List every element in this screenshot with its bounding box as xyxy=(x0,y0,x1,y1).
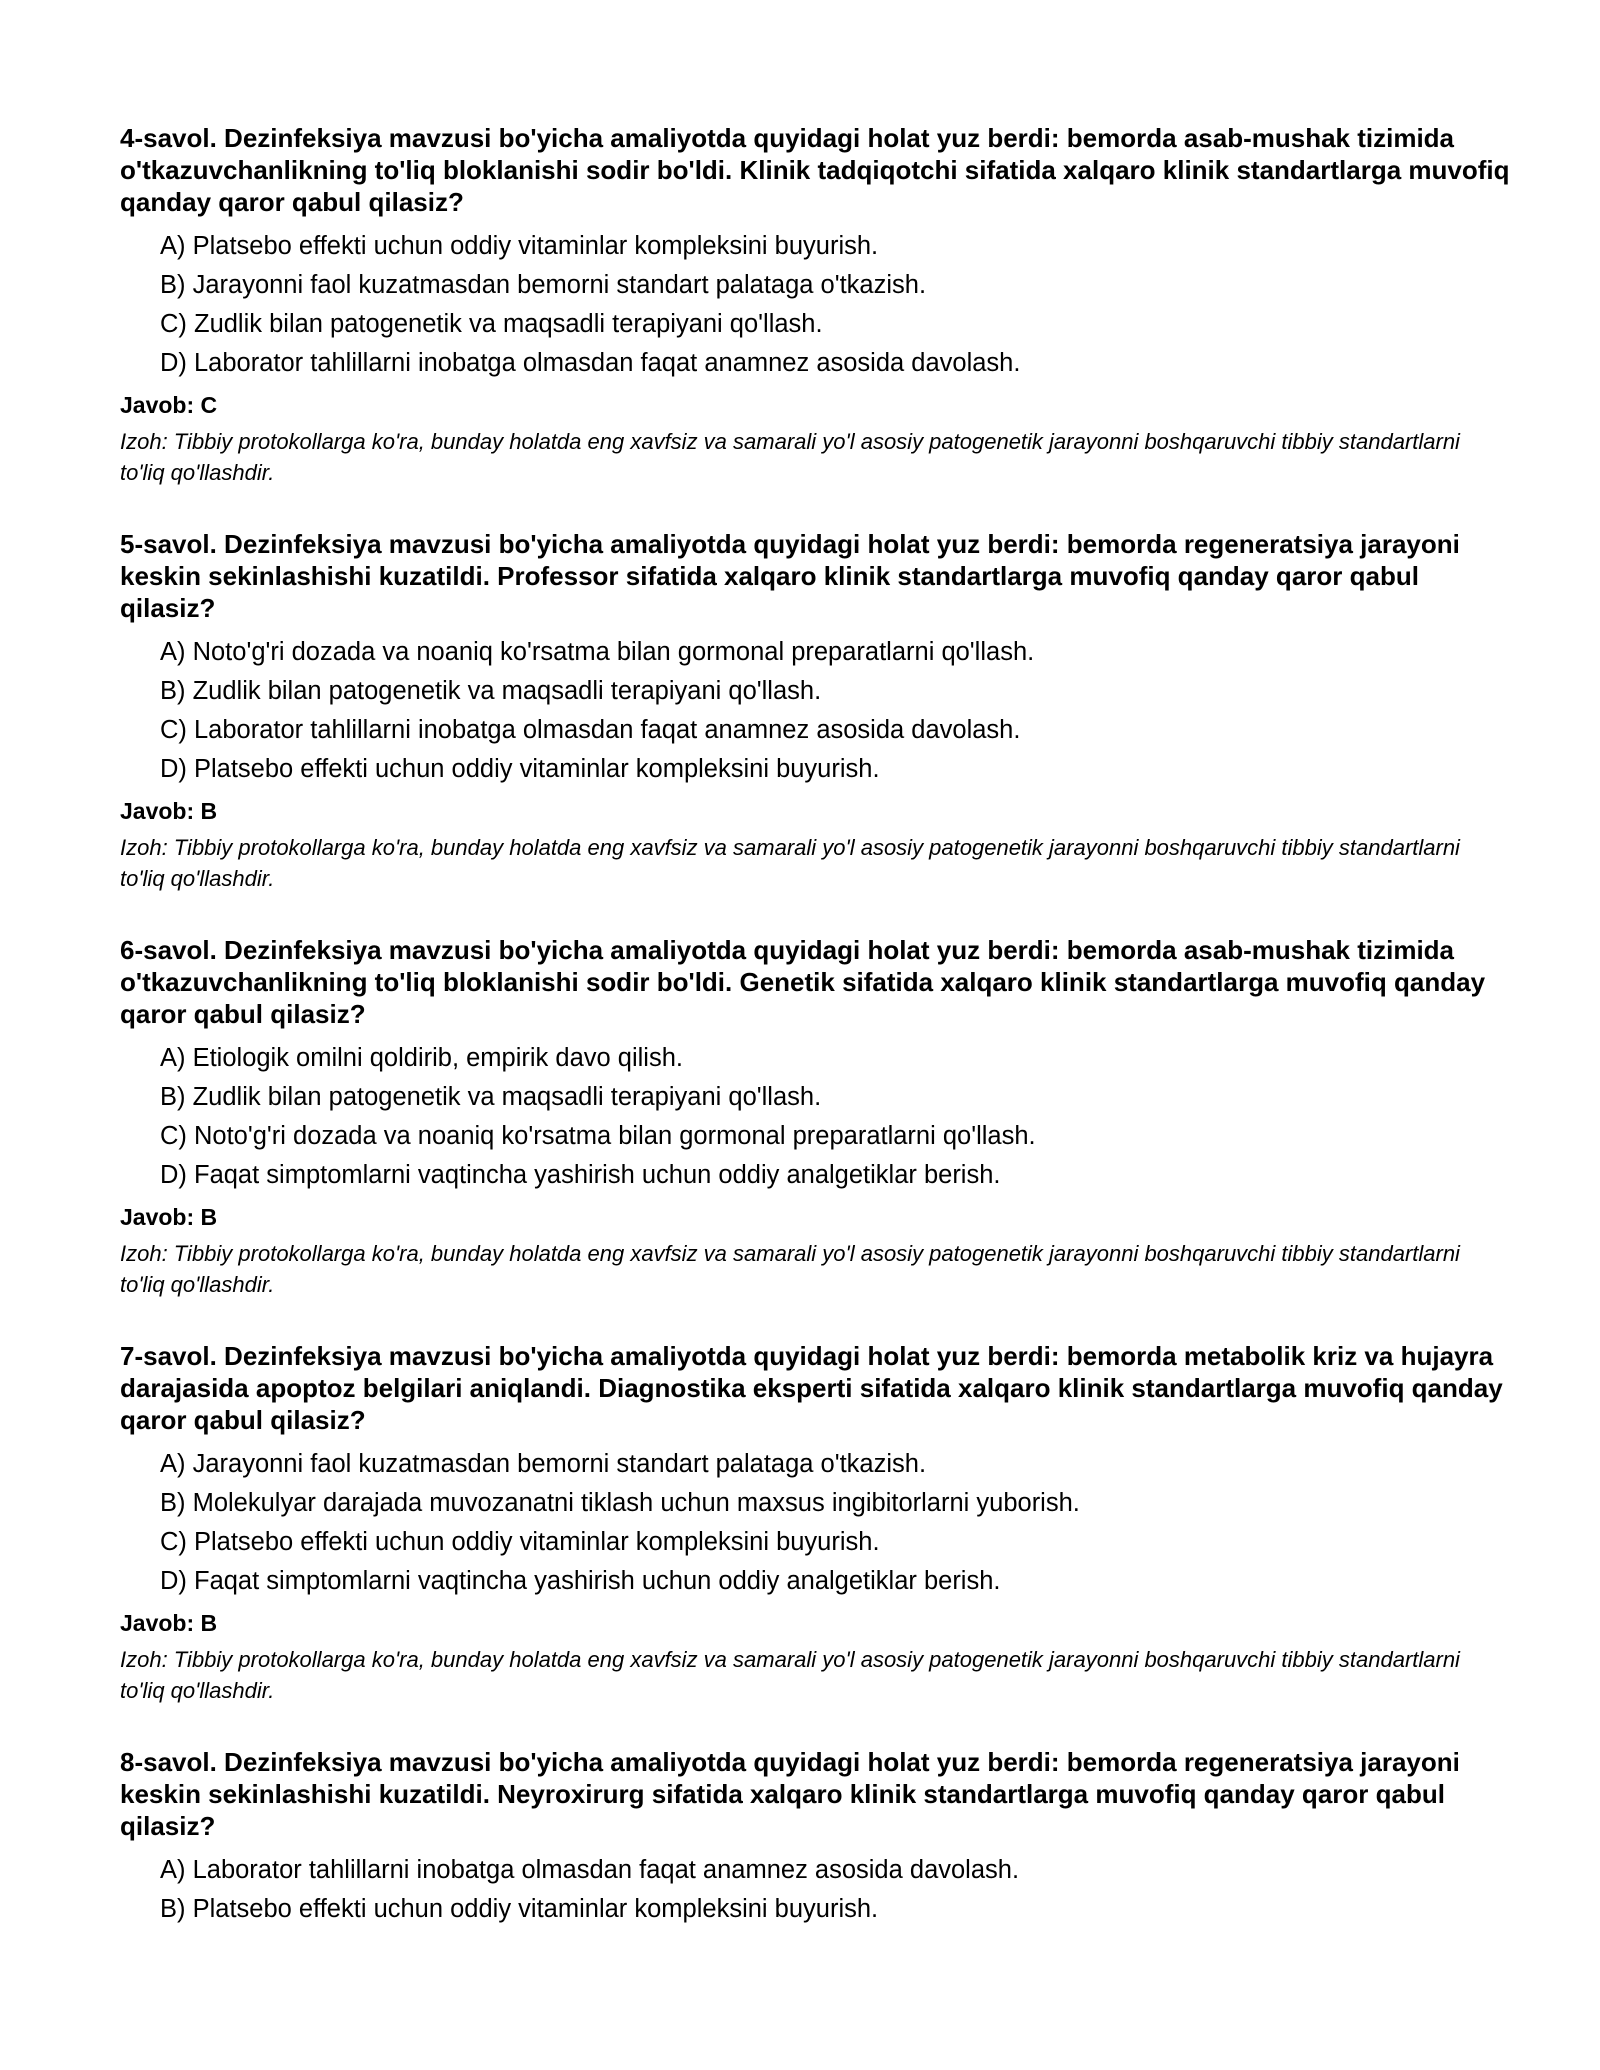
explanation-note: Izoh: Tibbiy protokollarga ko'ra, bunday holatda eng xavfsiz va samarali yo'l asosiy patogenetik jarayonni boshqaruvchi tibbiy standartlarni to'liq qo'llashdir. xyxy=(120,429,1460,485)
option-a: A) Jarayonni faol kuzatmasdan bemorni standart palataga o'tkazish. xyxy=(160,1450,927,1478)
explanation-note: Izoh: Tibbiy protokollarga ko'ra, bunday holatda eng xavfsiz va samarali yo'l asosiy patogenetik jarayonni boshqaruvchi tibbiy standartlarni to'liq qo'llashdir. xyxy=(120,1241,1460,1297)
option-d: D) Faqat simptomlarni vaqtincha yashirish uchun oddiy analgetiklar berish. xyxy=(160,1161,1001,1189)
option-b: B) Zudlik bilan patogenetik va maqsadli terapiyani qo'llash. xyxy=(160,1083,822,1111)
option-b: B) Molekulyar darajada muvozanatni tiklash uchun maxsus ingibitorlarni yuborish. xyxy=(160,1489,1080,1517)
option-b: B) Zudlik bilan patogenetik va maqsadli terapiyani qo'llash. xyxy=(160,677,822,705)
explanation-note: Izoh: Tibbiy protokollarga ko'ra, bunday holatda eng xavfsiz va samarali yo'l asosiy patogenetik jarayonni boshqaruvchi tibbiy standartlarni to'liq qo'llashdir. xyxy=(120,1647,1460,1703)
question-block xyxy=(120,934,1510,1300)
question-block xyxy=(120,528,1510,894)
question-title: 5-savol. Dezinfeksiya mavzusi bo'yicha amaliyotda quyidagi holat yuz berdi: bemorda regeneratsiya jarayoni keskin sekinlashishi kuzatildi. Professor sifatida xalqaro klinik standartlarga muvofiq qanday qaror qabul qilasiz? xyxy=(120,529,1460,623)
option-d: D) Laborator tahlillarni inobatga olmasdan faqat anamnez asosida davolash. xyxy=(160,349,1021,377)
answer-label: Javob: C xyxy=(120,392,218,418)
document-page xyxy=(120,122,1510,1969)
question-title: 4-savol. Dezinfeksiya mavzusi bo'yicha amaliyotda quyidagi holat yuz berdi: bemorda asab-mushak tizimida o'tkazuvchanlikning to'liq bloklanishi sodir bo'ldi. Klinik tadqiqotchi sifatida xalqaro klinik standartlarga muvofiq qanday qaror qabul qilasiz? xyxy=(120,123,1510,217)
option-a: A) Etiologik omilni qoldirib, empirik davo qilish. xyxy=(160,1044,683,1072)
option-a: A) Platsebo effekti uchun oddiy vitaminlar kompleksini buyurish. xyxy=(160,232,879,260)
answer-label: Javob: B xyxy=(120,1204,218,1230)
option-a: A) Noto'g'ri dozada va noaniq ko'rsatma bilan gormonal preparatlarni qo'llash. xyxy=(160,638,1035,666)
option-a: A) Laborator tahlillarni inobatga olmasdan faqat anamnez asosida davolash. xyxy=(160,1856,1020,1884)
question-block xyxy=(120,1746,1510,1929)
option-list xyxy=(120,633,1510,789)
option-list xyxy=(120,1445,1510,1601)
question-title: 7-savol. Dezinfeksiya mavzusi bo'yicha amaliyotda quyidagi holat yuz berdi: bemorda metabolik kriz va hujayra darajasida apoptoz belgilari aniqlandi. Diagnostika eksperti sifatida xalqaro klinik standartlarga muvofiq qanday qaror qabul qilasiz? xyxy=(120,1341,1503,1435)
option-c: C) Platsebo effekti uchun oddiy vitaminlar kompleksini buyurish. xyxy=(160,1528,880,1556)
explanation-note: Izoh: Tibbiy protokollarga ko'ra, bunday holatda eng xavfsiz va samarali yo'l asosiy patogenetik jarayonni boshqaruvchi tibbiy standartlarni to'liq qo'llashdir. xyxy=(120,835,1460,891)
option-list xyxy=(120,1039,1510,1195)
option-d: D) Faqat simptomlarni vaqtincha yashirish uchun oddiy analgetiklar berish. xyxy=(160,1567,1001,1595)
question-block xyxy=(120,1340,1510,1706)
option-c: C) Laborator tahlillarni inobatga olmasdan faqat anamnez asosida davolash. xyxy=(160,716,1021,744)
option-list xyxy=(120,1851,1510,1929)
question-title: 8-savol. Dezinfeksiya mavzusi bo'yicha amaliyotda quyidagi holat yuz berdi: bemorda regeneratsiya jarayoni keskin sekinlashishi kuzatildi. Neyroxirurg sifatida xalqaro klinik standartlarga muvofiq qanday qaror qabul qilasiz? xyxy=(120,1747,1460,1841)
question-block xyxy=(120,122,1510,488)
option-d: D) Platsebo effekti uchun oddiy vitaminlar kompleksini buyurish. xyxy=(160,755,880,783)
option-list xyxy=(120,227,1510,383)
answer-label: Javob: B xyxy=(120,798,218,824)
option-b: B) Platsebo effekti uchun oddiy vitaminlar kompleksini buyurish. xyxy=(160,1895,879,1923)
answer-label: Javob: B xyxy=(120,1610,218,1636)
option-c: C) Noto'g'ri dozada va noaniq ko'rsatma bilan gormonal preparatlarni qo'llash. xyxy=(160,1122,1036,1150)
option-b: B) Jarayonni faol kuzatmasdan bemorni standart palataga o'tkazish. xyxy=(160,271,927,299)
option-c: C) Zudlik bilan patogenetik va maqsadli terapiyani qo'llash. xyxy=(160,310,823,338)
question-title: 6-savol. Dezinfeksiya mavzusi bo'yicha amaliyotda quyidagi holat yuz berdi: bemorda asab-mushak tizimida o'tkazuvchanlikning to'liq bloklanishi sodir bo'ldi. Genetik sifatida xalqaro klinik standartlarga muvofiq qanday qaror qabul qilasiz? xyxy=(120,935,1486,1029)
